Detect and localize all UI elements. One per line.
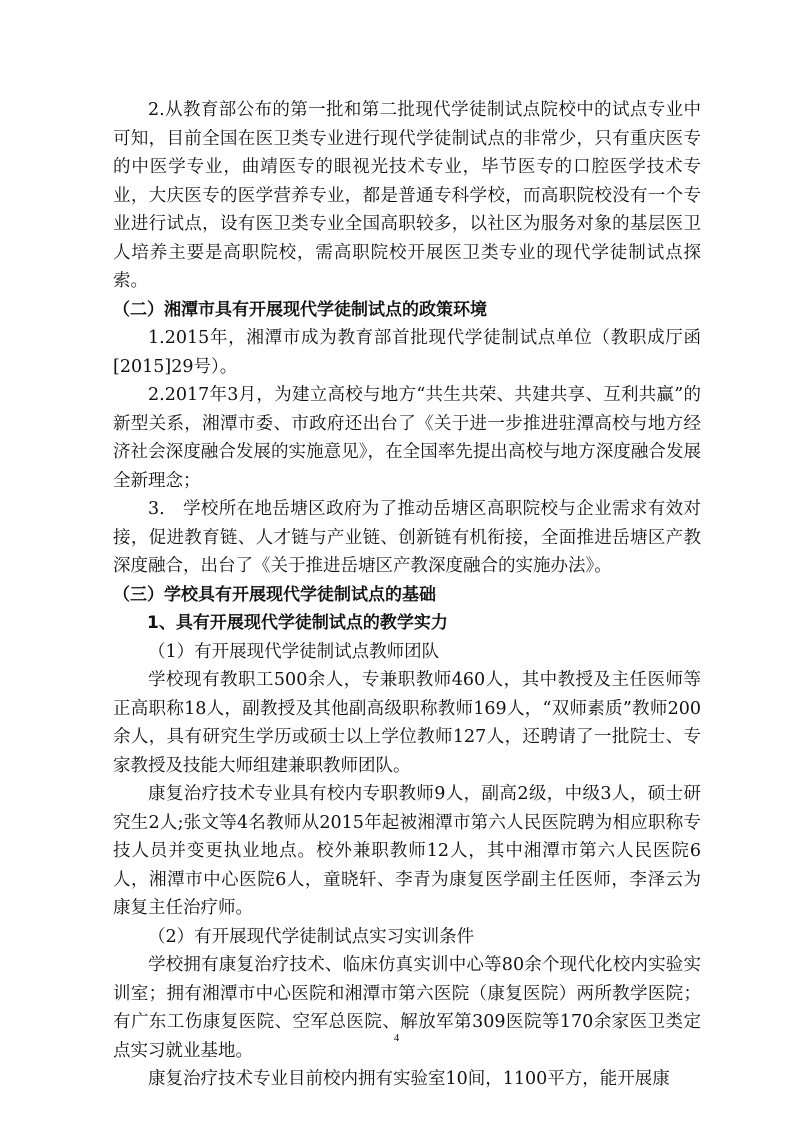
paragraph-policy-2017: 2.2017年3月，为建立高校与地方“共生共荣、共建共享、互利共赢”的新型关系，湘潭市委、市政府还出台了《关于进一步推进驻潭高校与地方经济社会深度融合发展的实施意见》，在全国率先提出高校与地方深度融合发展全新理念； bbox=[113, 385, 701, 491]
paragraph-training-facilities: 学校拥有康复治疗技术、临床仿真实训中心等80余个现代化校内实验实训室；拥有湘潭市中心医院和湘潭市第六医院（康复医院）两所教学医院；有广东工伤康复医院、空军总医院、解放军第309医院等170余家医卫类定点实习就业基地。 bbox=[113, 955, 701, 1061]
heading-school-foundation: （三）学校具有开展现代学徒制试点的基础 bbox=[113, 584, 436, 605]
document-body bbox=[113, 96, 701, 1094]
paragraph-policy-yuetang: 3. 学校所在地岳塘区政府为了推动岳塘区高职院校与企业需求有效对接，促进教育链、人才链与产业链、创新链有机衔接，全面推进岳塘区产教深度融合，出台了《关于推进岳塘区产教深度融合的实施办法》。 bbox=[113, 499, 701, 576]
subheading-training-conditions: （2）有开展现代学徒制试点实习实训条件 bbox=[148, 926, 475, 947]
page-number: 4 bbox=[393, 1032, 400, 1044]
paragraph-rehab-teachers: 康复治疗技术专业具有校内专职教师9人，副高2级，中级3人，硕士研究生2人;张文等4名教师从2015年起被湘潭市第六人民医院聘为相应职称专技人员并变更执业地点。校外兼职教师12人，其中湘潭市第六人民医院6人，湘潭市中心医院6人，童晓轩、李青为康复医学副主任医师，李泽云为康复主任治疗师。 bbox=[113, 784, 701, 918]
paragraph-staff-overview: 学校现有教职工500余人，专兼职教师460人，其中教授及主任医师等正高职称18人，副教授及其他副高级职称教师169人，“双师素质”教师200余人，具有研究生学历或硕士以上学位教师127人，还聘请了一批院士、专家教授及技能大师组建兼职教师团队。 bbox=[113, 670, 701, 776]
paragraph-pilot-majors: 2.从教育部公布的第一批和第二批现代学徒制试点院校中的试点专业中可知，目前全国在医卫类专业进行现代学徒制试点的非常少，只有重庆医专的中医学专业，曲靖医专的眼视光技术专业，毕节医专的口腔医学技术专业，大庆医专的医学营养专业，都是普通专科学校，而高职院校没有一个专业进行试点，设有医卫类专业全国高职较多，以社区为服务对象的基层医卫人培养主要是高职院校，需高职院校开展医卫类专业的现代学徒制试点探索。 bbox=[113, 100, 701, 291]
heading-teaching-strength: 1、具有开展现代学徒制试点的教学实力 bbox=[147, 613, 448, 633]
heading-policy-environment: （二）湘潭市具有开展现代学徒制试点的政策环境 bbox=[113, 299, 487, 320]
paragraph-policy-2015: 1.2015年，湘潭市成为教育部首批现代学徒制试点单位（教职成厅函[2015]29号）。 bbox=[113, 328, 701, 377]
subheading-teacher-team: （1）有开展现代学徒制试点教师团队 bbox=[148, 641, 440, 662]
paragraph-rehab-labs: 康复治疗技术专业目前校内拥有实验室10间，1100平方，能开展康 bbox=[148, 1069, 670, 1089]
